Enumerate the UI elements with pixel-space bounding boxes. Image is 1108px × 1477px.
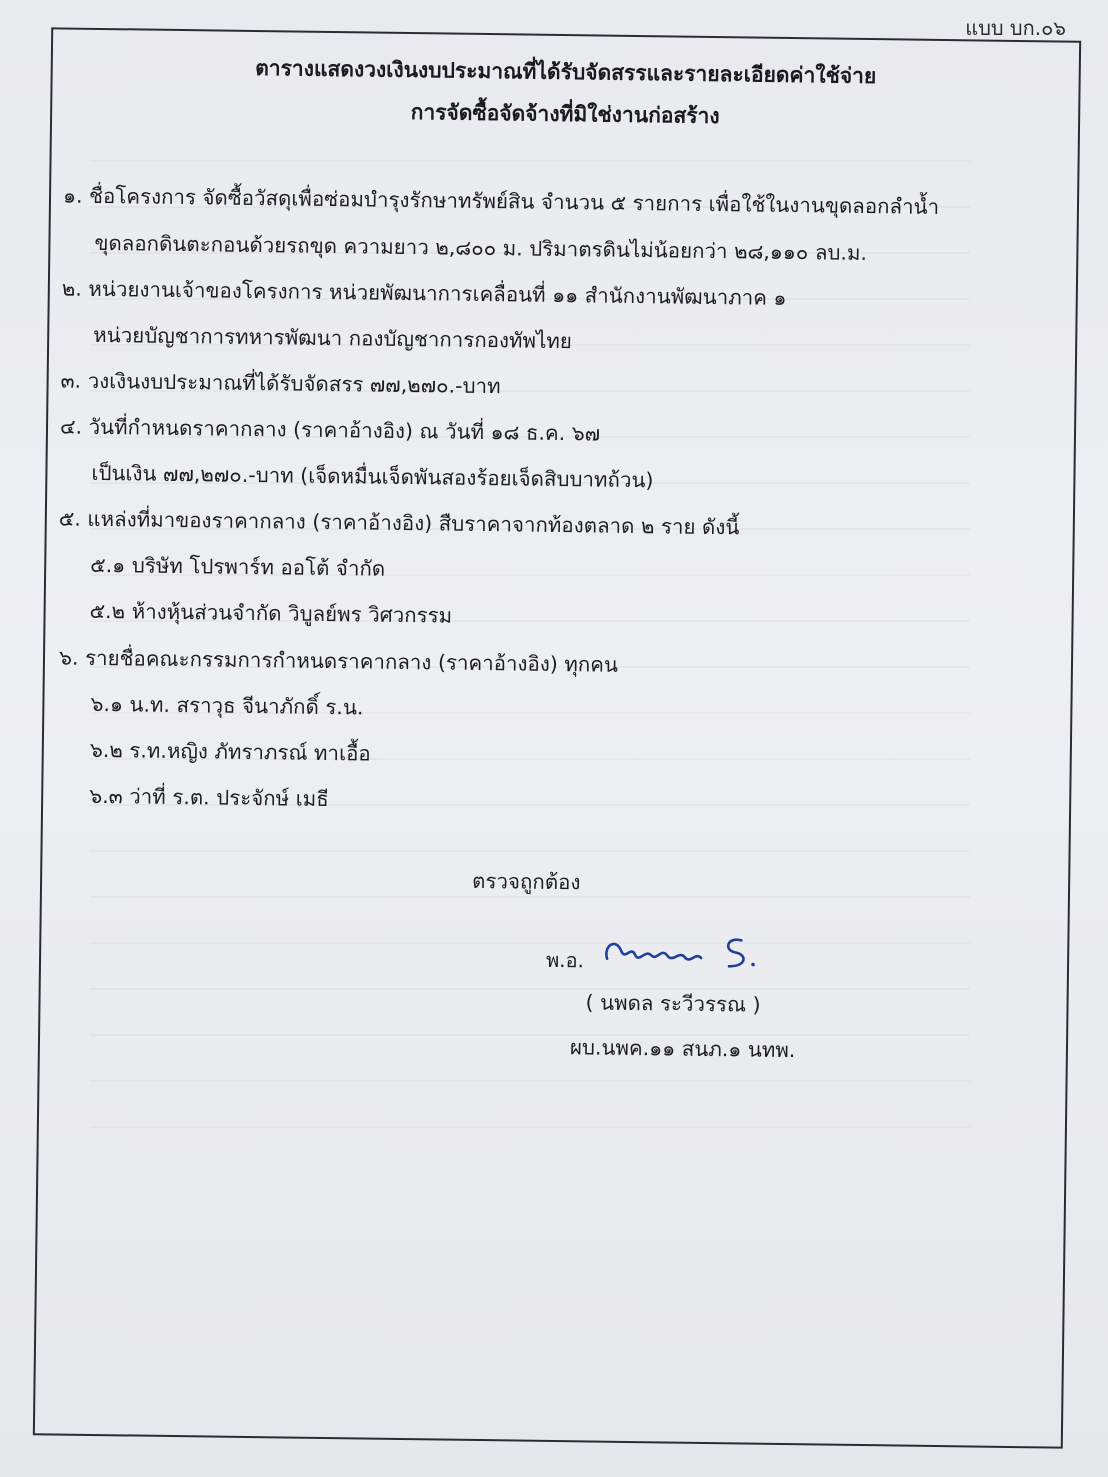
document-frame <box>33 27 1081 1448</box>
item-6-1-member: ๖.๑ น.ท. สราวุธ จีนาภักดิ์ ร.น. <box>90 691 364 720</box>
signer-position: ผบ.นพค.๑๑ สนภ.๑ นทพ. <box>569 1035 796 1063</box>
item-5-2-vendor: ๕.๒ ห้างหุ้นส่วนจำกัด วิบูลย์พร วิศวกรรม <box>89 598 453 628</box>
certify-label: ตรวจถูกต้อง <box>471 868 581 895</box>
document-title: ตารางแสดงวงเงินงบประมาณที่ได้รับจัดสรรและรายละเอียดค่าใช้จ่าย <box>255 55 877 89</box>
item-3-budget: ๓. วงเงินงบประมาณที่ได้รับจัดสรร ๗๗,๒๗๐.-บาท <box>60 368 501 399</box>
form-code: แบบ บก.๐๖ <box>965 16 1066 40</box>
item-4-amount: เป็นเงิน ๗๗,๒๗๐.-บาท (เจ็ดหมื่นเจ็ดพันสองร้อยเจ็ดสิบบาทถ้วน) <box>91 460 654 493</box>
item-6-3-member: ๖.๓ ว่าที่ ร.ต. ประจักษ์ เมธี <box>89 783 329 812</box>
item-5-price-source: ๕. แหล่งที่มาของราคากลาง (ราคาอ้างอิง) สืบราคาจากท้องตลาด ๒ ราย ดังนี้ <box>58 506 740 540</box>
item-2-agency-parent: หน่วยบัญชาการทหารพัฒนา กองบัญชาการกองทัพไทย <box>93 322 573 354</box>
signature-image <box>601 925 782 977</box>
item-5-1-vendor: ๕.๑ บริษัท โปรพาร์ท ออโต้ จำกัด <box>90 552 386 581</box>
signer-name: ( นพดล ระวีวรรณ ) <box>585 990 761 1017</box>
document-subtitle: การจัดซื้อจัดจ้างที่มิใช่งานก่อสร้าง <box>410 100 720 129</box>
item-1-project-detail: ขุดลอกดินตะกอนด้วยรถขุด ความยาว ๒,๘๐๐ ม. ปริมาตรดินไม่น้อยกว่า ๒๘,๑๑๐ ลบ.ม. <box>94 230 868 266</box>
item-1-project-name: ๑. ชื่อโครงการ จัดซื้อวัสดุเพื่อซ่อมบำรุงรักษาทรัพย์สิน จำนวน ๕ รายการ เพื่อใช้ในงานขุดลอกลำน้ำ <box>62 183 940 219</box>
signer-rank: พ.อ. <box>545 947 585 973</box>
item-4-reference-date: ๔. วันที่กำหนดราคากลาง (ราคาอ้างอิง) ณ วันที่ ๑๘ ธ.ค. ๖๗ <box>59 414 601 446</box>
item-2-agency: ๒. หน่วยงานเจ้าของโครงการ หน่วยพัฒนาการเคลื่อนที่ ๑๑ สำนักงานพัฒนาภาค ๑ <box>61 276 787 310</box>
item-6-committee: ๖. รายชื่อคณะกรรมการกำหนดราคากลาง (ราคาอ้างอิง) ทุกคน <box>58 645 619 677</box>
item-6-2-member: ๖.๒ ร.ท.หญิง ภัทราภรณ์ ทาเอื้อ <box>89 737 371 766</box>
